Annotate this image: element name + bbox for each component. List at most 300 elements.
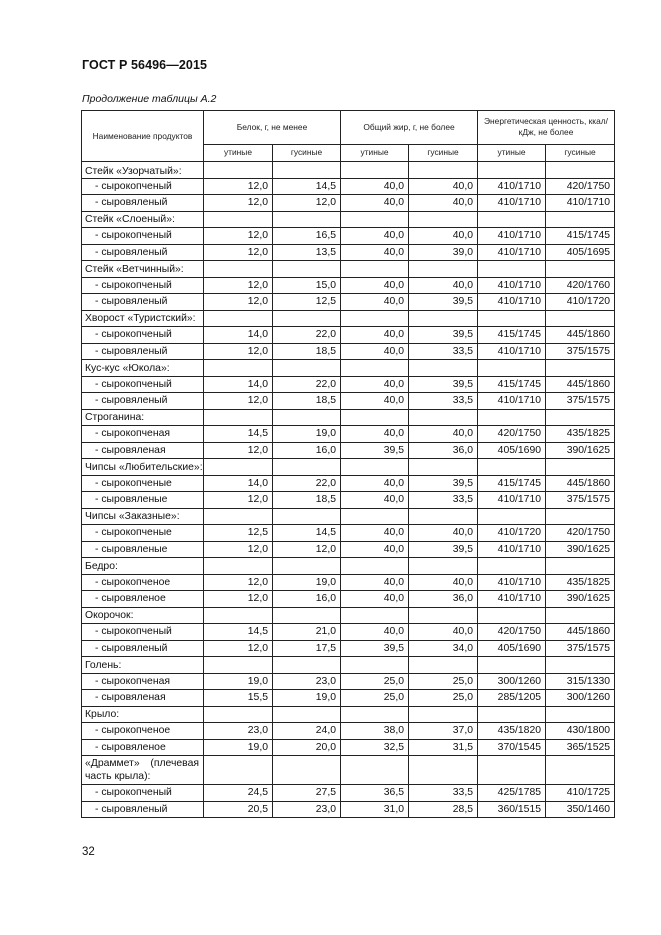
empty-cell bbox=[478, 162, 546, 179]
empty-cell bbox=[478, 558, 546, 575]
protein-goose-value: 19,0 bbox=[273, 426, 341, 443]
fat-duck-value: 40,0 bbox=[341, 277, 409, 294]
table-caption: Продолжение таблицы А.2 bbox=[82, 93, 217, 105]
table-row bbox=[82, 277, 615, 294]
product-variant-name: - сыровяленый bbox=[82, 393, 204, 410]
fat-duck-value: 40,0 bbox=[341, 525, 409, 542]
protein-duck-value: 14,0 bbox=[204, 327, 273, 344]
empty-cell bbox=[341, 459, 409, 476]
product-variant-name: - сырокопченый bbox=[82, 178, 204, 195]
fat-duck-value: 40,0 bbox=[341, 426, 409, 443]
energy-goose-value: 410/1720 bbox=[546, 294, 615, 311]
empty-cell bbox=[478, 360, 546, 377]
product-variant-name: - сырокопченое bbox=[82, 723, 204, 740]
product-variant-name: - сырокопченый bbox=[82, 376, 204, 393]
protein-goose-value: 17,5 bbox=[273, 640, 341, 657]
energy-duck-value: 285/1205 bbox=[478, 690, 546, 707]
energy-duck-value: 410/1710 bbox=[478, 277, 546, 294]
fat-goose-value: 40,0 bbox=[409, 426, 478, 443]
empty-cell bbox=[409, 508, 478, 525]
empty-cell bbox=[204, 261, 273, 278]
empty-cell bbox=[273, 310, 341, 327]
empty-cell bbox=[546, 756, 615, 785]
product-variant-name: - сырокопченые bbox=[82, 525, 204, 542]
protein-goose-value: 14,5 bbox=[273, 178, 341, 195]
energy-goose-value: 445/1860 bbox=[546, 376, 615, 393]
product-variant-name: - сыровяленый bbox=[82, 640, 204, 657]
empty-cell bbox=[478, 261, 546, 278]
fat-duck-value: 40,0 bbox=[341, 327, 409, 344]
fat-duck-value: 39,5 bbox=[341, 442, 409, 459]
energy-duck-value: 360/1515 bbox=[478, 801, 546, 818]
empty-cell bbox=[546, 261, 615, 278]
empty-cell bbox=[341, 310, 409, 327]
product-variant-name: - сырокопченая bbox=[82, 426, 204, 443]
group-title-row bbox=[82, 310, 615, 327]
empty-cell bbox=[409, 409, 478, 426]
table-row bbox=[82, 178, 615, 195]
empty-cell bbox=[478, 211, 546, 228]
fat-duck-value: 40,0 bbox=[341, 624, 409, 641]
fat-duck-value: 32,5 bbox=[341, 739, 409, 756]
protein-goose-value: 27,5 bbox=[273, 785, 341, 802]
fat-goose-value: 39,5 bbox=[409, 327, 478, 344]
empty-cell bbox=[546, 310, 615, 327]
protein-goose-value: 23,0 bbox=[273, 801, 341, 818]
protein-duck-value: 24,5 bbox=[204, 785, 273, 802]
table-row bbox=[82, 244, 615, 261]
table-row bbox=[82, 624, 615, 641]
product-variant-name: - сыровяленое bbox=[82, 591, 204, 608]
empty-cell bbox=[273, 162, 341, 179]
energy-goose-value: 300/1260 bbox=[546, 690, 615, 707]
group-title-row bbox=[82, 756, 615, 785]
product-variant-name: - сыровяленые bbox=[82, 492, 204, 509]
energy-goose-value: 350/1460 bbox=[546, 801, 615, 818]
empty-cell bbox=[546, 508, 615, 525]
empty-cell bbox=[546, 211, 615, 228]
empty-cell bbox=[478, 706, 546, 723]
empty-cell bbox=[341, 162, 409, 179]
protein-duck-value: 19,0 bbox=[204, 673, 273, 690]
protein-duck-value: 12,0 bbox=[204, 640, 273, 657]
energy-duck-value: 370/1545 bbox=[478, 739, 546, 756]
product-group-title: Хворост «Туристский»: bbox=[82, 310, 204, 327]
table-row bbox=[82, 393, 615, 410]
group-title-row bbox=[82, 607, 615, 624]
protein-duck-value: 14,0 bbox=[204, 376, 273, 393]
energy-duck-value: 435/1820 bbox=[478, 723, 546, 740]
nutrition-table bbox=[81, 110, 615, 818]
protein-duck-value: 20,5 bbox=[204, 801, 273, 818]
fat-duck-value: 40,0 bbox=[341, 591, 409, 608]
group-title-row bbox=[82, 261, 615, 278]
energy-duck-value: 410/1710 bbox=[478, 541, 546, 558]
energy-goose-value: 365/1525 bbox=[546, 739, 615, 756]
energy-goose-value: 390/1625 bbox=[546, 442, 615, 459]
empty-cell bbox=[546, 459, 615, 476]
protein-duck-value: 12,0 bbox=[204, 393, 273, 410]
empty-cell bbox=[478, 459, 546, 476]
fat-goose-value: 39,5 bbox=[409, 475, 478, 492]
protein-duck-value: 15,5 bbox=[204, 690, 273, 707]
header-fat: Общий жир, г, не более bbox=[341, 111, 478, 145]
fat-goose-value: 39,5 bbox=[409, 294, 478, 311]
table-body bbox=[82, 162, 615, 818]
protein-goose-value: 22,0 bbox=[273, 327, 341, 344]
table-row bbox=[82, 640, 615, 657]
product-group-title: «Драммет» (плечевая часть крыла): bbox=[82, 756, 204, 785]
fat-goose-value: 31,5 bbox=[409, 739, 478, 756]
energy-duck-value: 410/1710 bbox=[478, 244, 546, 261]
protein-goose-value: 19,0 bbox=[273, 574, 341, 591]
fat-goose-value: 33,5 bbox=[409, 492, 478, 509]
empty-cell bbox=[341, 360, 409, 377]
empty-cell bbox=[273, 657, 341, 674]
protein-goose-value: 16,0 bbox=[273, 442, 341, 459]
empty-cell bbox=[341, 756, 409, 785]
energy-duck-value: 410/1710 bbox=[478, 393, 546, 410]
fat-duck-value: 40,0 bbox=[341, 195, 409, 212]
empty-cell bbox=[409, 607, 478, 624]
protein-duck-value: 14,0 bbox=[204, 475, 273, 492]
empty-cell bbox=[341, 211, 409, 228]
empty-cell bbox=[478, 409, 546, 426]
product-variant-name: - сырокопченый bbox=[82, 277, 204, 294]
empty-cell bbox=[546, 657, 615, 674]
protein-goose-value: 16,5 bbox=[273, 228, 341, 245]
empty-cell bbox=[409, 756, 478, 785]
fat-duck-value: 40,0 bbox=[341, 574, 409, 591]
product-variant-name: - сыровяленый bbox=[82, 294, 204, 311]
empty-cell bbox=[546, 162, 615, 179]
energy-goose-value: 435/1825 bbox=[546, 574, 615, 591]
empty-cell bbox=[341, 508, 409, 525]
energy-goose-value: 445/1860 bbox=[546, 624, 615, 641]
fat-duck-value: 31,0 bbox=[341, 801, 409, 818]
fat-goose-value: 36,0 bbox=[409, 442, 478, 459]
empty-cell bbox=[204, 459, 273, 476]
fat-duck-value: 25,0 bbox=[341, 690, 409, 707]
fat-goose-value: 40,0 bbox=[409, 228, 478, 245]
product-variant-name: - сыровяленое bbox=[82, 739, 204, 756]
protein-duck-value: 12,0 bbox=[204, 442, 273, 459]
protein-duck-value: 12,0 bbox=[204, 228, 273, 245]
protein-goose-value: 20,0 bbox=[273, 739, 341, 756]
energy-goose-value: 410/1710 bbox=[546, 195, 615, 212]
product-variant-name: - сыровяленый bbox=[82, 195, 204, 212]
header-energy-goose: гусиные bbox=[546, 144, 615, 161]
empty-cell bbox=[204, 211, 273, 228]
table-row bbox=[82, 723, 615, 740]
table-row bbox=[82, 574, 615, 591]
protein-goose-value: 12,0 bbox=[273, 541, 341, 558]
protein-duck-value: 12,0 bbox=[204, 574, 273, 591]
protein-duck-value: 14,5 bbox=[204, 426, 273, 443]
energy-duck-value: 410/1710 bbox=[478, 178, 546, 195]
protein-duck-value: 12,0 bbox=[204, 541, 273, 558]
fat-duck-value: 25,0 bbox=[341, 673, 409, 690]
product-variant-name: - сырокопченая bbox=[82, 673, 204, 690]
protein-goose-value: 24,0 bbox=[273, 723, 341, 740]
energy-duck-value: 410/1710 bbox=[478, 343, 546, 360]
energy-duck-value: 420/1750 bbox=[478, 426, 546, 443]
empty-cell bbox=[204, 607, 273, 624]
energy-duck-value: 410/1710 bbox=[478, 294, 546, 311]
protein-goose-value: 12,0 bbox=[273, 195, 341, 212]
empty-cell bbox=[341, 706, 409, 723]
energy-duck-value: 425/1785 bbox=[478, 785, 546, 802]
table-row bbox=[82, 801, 615, 818]
fat-goose-value: 39,5 bbox=[409, 376, 478, 393]
empty-cell bbox=[273, 558, 341, 575]
fat-goose-value: 25,0 bbox=[409, 673, 478, 690]
energy-duck-value: 410/1720 bbox=[478, 525, 546, 542]
empty-cell bbox=[204, 508, 273, 525]
fat-goose-value: 40,0 bbox=[409, 277, 478, 294]
product-variant-name: - сыровяленый bbox=[82, 801, 204, 818]
energy-duck-value: 410/1710 bbox=[478, 228, 546, 245]
protein-duck-value: 12,0 bbox=[204, 492, 273, 509]
empty-cell bbox=[546, 706, 615, 723]
empty-cell bbox=[204, 657, 273, 674]
protein-duck-value: 23,0 bbox=[204, 723, 273, 740]
group-title-row bbox=[82, 706, 615, 723]
energy-duck-value: 300/1260 bbox=[478, 673, 546, 690]
product-group-title: Бедро: bbox=[82, 558, 204, 575]
energy-duck-value: 415/1745 bbox=[478, 376, 546, 393]
energy-goose-value: 415/1745 bbox=[546, 228, 615, 245]
protein-goose-value: 21,0 bbox=[273, 624, 341, 641]
product-variant-name: - сырокопченый bbox=[82, 785, 204, 802]
energy-goose-value: 445/1860 bbox=[546, 327, 615, 344]
table-row bbox=[82, 228, 615, 245]
table-row bbox=[82, 327, 615, 344]
fat-goose-value: 40,0 bbox=[409, 178, 478, 195]
product-group-title: Строганина: bbox=[82, 409, 204, 426]
empty-cell bbox=[409, 657, 478, 674]
protein-duck-value: 14,5 bbox=[204, 624, 273, 641]
fat-duck-value: 40,0 bbox=[341, 178, 409, 195]
energy-goose-value: 445/1860 bbox=[546, 475, 615, 492]
empty-cell bbox=[341, 657, 409, 674]
energy-duck-value: 405/1690 bbox=[478, 442, 546, 459]
empty-cell bbox=[409, 459, 478, 476]
fat-duck-value: 39,5 bbox=[341, 640, 409, 657]
empty-cell bbox=[273, 459, 341, 476]
empty-cell bbox=[204, 558, 273, 575]
empty-cell bbox=[273, 261, 341, 278]
energy-duck-value: 415/1745 bbox=[478, 327, 546, 344]
header-energy-duck: утиные bbox=[478, 144, 546, 161]
protein-goose-value: 19,0 bbox=[273, 690, 341, 707]
document-header: ГОСТ Р 56496—2015 bbox=[82, 58, 208, 72]
product-group-title: Стейк «Ветчинный»: bbox=[82, 261, 204, 278]
energy-goose-value: 420/1760 bbox=[546, 277, 615, 294]
product-group-title: Голень: bbox=[82, 657, 204, 674]
protein-goose-value: 15,0 bbox=[273, 277, 341, 294]
fat-goose-value: 36,0 bbox=[409, 591, 478, 608]
group-title-row bbox=[82, 459, 615, 476]
empty-cell bbox=[409, 558, 478, 575]
empty-cell bbox=[409, 261, 478, 278]
product-variant-name: - сырокопченый bbox=[82, 228, 204, 245]
empty-cell bbox=[546, 360, 615, 377]
group-title-row bbox=[82, 360, 615, 377]
protein-duck-value: 12,0 bbox=[204, 591, 273, 608]
empty-cell bbox=[478, 310, 546, 327]
table-row bbox=[82, 195, 615, 212]
product-group-title: Стейк «Слоеный»: bbox=[82, 211, 204, 228]
fat-goose-value: 28,5 bbox=[409, 801, 478, 818]
protein-goose-value: 13,5 bbox=[273, 244, 341, 261]
table-row bbox=[82, 785, 615, 802]
product-variant-name: - сырокопченые bbox=[82, 475, 204, 492]
product-group-title: Окорочок: bbox=[82, 607, 204, 624]
fat-duck-value: 40,0 bbox=[341, 376, 409, 393]
fat-goose-value: 33,5 bbox=[409, 343, 478, 360]
product-variant-name: - сырокопченое bbox=[82, 574, 204, 591]
empty-cell bbox=[273, 756, 341, 785]
protein-duck-value: 19,0 bbox=[204, 739, 273, 756]
energy-duck-value: 410/1710 bbox=[478, 574, 546, 591]
table-row bbox=[82, 525, 615, 542]
energy-duck-value: 410/1710 bbox=[478, 195, 546, 212]
fat-duck-value: 40,0 bbox=[341, 343, 409, 360]
empty-cell bbox=[273, 211, 341, 228]
table-row bbox=[82, 739, 615, 756]
fat-goose-value: 39,0 bbox=[409, 244, 478, 261]
protein-goose-value: 14,5 bbox=[273, 525, 341, 542]
energy-goose-value: 375/1575 bbox=[546, 492, 615, 509]
energy-goose-value: 430/1800 bbox=[546, 723, 615, 740]
energy-duck-value: 420/1750 bbox=[478, 624, 546, 641]
fat-goose-value: 40,0 bbox=[409, 624, 478, 641]
empty-cell bbox=[546, 558, 615, 575]
table-row bbox=[82, 673, 615, 690]
empty-cell bbox=[409, 211, 478, 228]
empty-cell bbox=[341, 558, 409, 575]
product-variant-name: - сыровяленая bbox=[82, 442, 204, 459]
fat-goose-value: 33,5 bbox=[409, 785, 478, 802]
table-row bbox=[82, 541, 615, 558]
empty-cell bbox=[273, 607, 341, 624]
header-protein-goose: гусиные bbox=[273, 144, 341, 161]
protein-goose-value: 18,5 bbox=[273, 343, 341, 360]
protein-goose-value: 23,0 bbox=[273, 673, 341, 690]
empty-cell bbox=[204, 310, 273, 327]
energy-duck-value: 410/1710 bbox=[478, 492, 546, 509]
product-variant-name: - сыровяленые bbox=[82, 541, 204, 558]
protein-goose-value: 22,0 bbox=[273, 376, 341, 393]
fat-duck-value: 40,0 bbox=[341, 475, 409, 492]
header-energy: Энергетическая ценность, ккал/кДж, не более bbox=[478, 111, 615, 145]
product-group-title: Крыло: bbox=[82, 706, 204, 723]
header-product-name: Наименование продуктов bbox=[82, 111, 204, 162]
empty-cell bbox=[409, 162, 478, 179]
energy-duck-value: 415/1745 bbox=[478, 475, 546, 492]
energy-goose-value: 410/1725 bbox=[546, 785, 615, 802]
protein-duck-value: 12,0 bbox=[204, 343, 273, 360]
fat-goose-value: 25,0 bbox=[409, 690, 478, 707]
protein-goose-value: 12,5 bbox=[273, 294, 341, 311]
table-row bbox=[82, 475, 615, 492]
protein-goose-value: 18,5 bbox=[273, 393, 341, 410]
empty-cell bbox=[409, 310, 478, 327]
fat-goose-value: 34,0 bbox=[409, 640, 478, 657]
empty-cell bbox=[478, 657, 546, 674]
empty-cell bbox=[341, 607, 409, 624]
energy-goose-value: 390/1625 bbox=[546, 541, 615, 558]
empty-cell bbox=[273, 360, 341, 377]
empty-cell bbox=[409, 706, 478, 723]
fat-goose-value: 40,0 bbox=[409, 574, 478, 591]
empty-cell bbox=[478, 607, 546, 624]
product-group-title: Чипсы «Заказные»: bbox=[82, 508, 204, 525]
fat-goose-value: 33,5 bbox=[409, 393, 478, 410]
group-title-row bbox=[82, 657, 615, 674]
fat-goose-value: 37,0 bbox=[409, 723, 478, 740]
page-number: 32 bbox=[82, 846, 95, 858]
empty-cell bbox=[341, 409, 409, 426]
empty-cell bbox=[478, 756, 546, 785]
protein-goose-value: 16,0 bbox=[273, 591, 341, 608]
empty-cell bbox=[204, 162, 273, 179]
group-title-row bbox=[82, 409, 615, 426]
fat-goose-value: 39,5 bbox=[409, 541, 478, 558]
fat-duck-value: 40,0 bbox=[341, 541, 409, 558]
table-row bbox=[82, 591, 615, 608]
fat-duck-value: 38,0 bbox=[341, 723, 409, 740]
fat-goose-value: 40,0 bbox=[409, 525, 478, 542]
energy-goose-value: 420/1750 bbox=[546, 525, 615, 542]
table-row bbox=[82, 442, 615, 459]
product-variant-name: - сыровяленый bbox=[82, 244, 204, 261]
product-group-title: Стейк «Узорчатый»: bbox=[82, 162, 204, 179]
empty-cell bbox=[273, 409, 341, 426]
product-group-title: Кус-кус «Юкола»: bbox=[82, 360, 204, 377]
empty-cell bbox=[204, 706, 273, 723]
header-fat-goose: гусиные bbox=[409, 144, 478, 161]
fat-duck-value: 40,0 bbox=[341, 228, 409, 245]
group-title-row bbox=[82, 162, 615, 179]
empty-cell bbox=[478, 508, 546, 525]
group-title-row bbox=[82, 558, 615, 575]
fat-goose-value: 40,0 bbox=[409, 195, 478, 212]
protein-goose-value: 18,5 bbox=[273, 492, 341, 509]
header-protein: Белок, г, не менее bbox=[204, 111, 341, 145]
empty-cell bbox=[204, 409, 273, 426]
fat-duck-value: 40,0 bbox=[341, 492, 409, 509]
protein-duck-value: 12,5 bbox=[204, 525, 273, 542]
energy-goose-value: 315/1330 bbox=[546, 673, 615, 690]
fat-duck-value: 40,0 bbox=[341, 244, 409, 261]
protein-duck-value: 12,0 bbox=[204, 195, 273, 212]
product-variant-name: - сыровяленый bbox=[82, 343, 204, 360]
energy-goose-value: 375/1575 bbox=[546, 343, 615, 360]
energy-duck-value: 405/1690 bbox=[478, 640, 546, 657]
energy-goose-value: 375/1575 bbox=[546, 640, 615, 657]
energy-goose-value: 405/1695 bbox=[546, 244, 615, 261]
empty-cell bbox=[546, 607, 615, 624]
protein-goose-value: 22,0 bbox=[273, 475, 341, 492]
product-variant-name: - сырокопченый bbox=[82, 327, 204, 344]
protein-duck-value: 12,0 bbox=[204, 244, 273, 261]
product-variant-name: - сыровяленая bbox=[82, 690, 204, 707]
fat-duck-value: 40,0 bbox=[341, 393, 409, 410]
product-variant-name: - сырокопченый bbox=[82, 624, 204, 641]
table-row bbox=[82, 376, 615, 393]
